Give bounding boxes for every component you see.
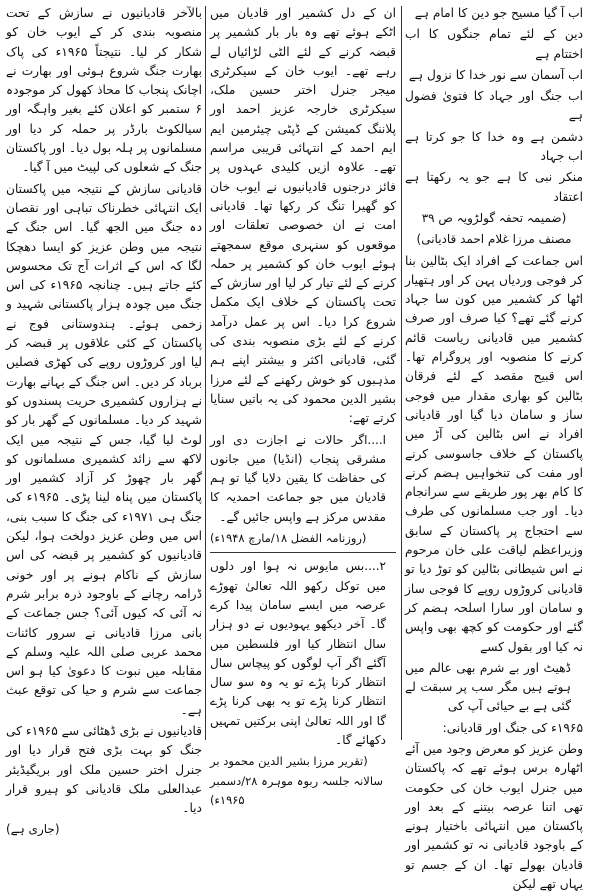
divider-rule xyxy=(210,552,396,553)
poem-line: اب آ گیا مسیح جو دین کا امام ہے xyxy=(414,6,583,20)
paragraph: ان کے دل کشمیر اور قادیان میں اٹکے ہوئے تھے وہ بار بار کشمیر پر قبضہ کرنے کے لئے الٹی لڑائیاں لے رہے تھے۔ ایوب خان کے سیکرٹری میجر جنرل اختر حسین ملک، سیکرٹری خارجہ عزیز احمد اور پلاننگ کمیشن کے ڈپٹی چیئرمین ایم ایم احمد کے انتہائی قریبی مراسم تھے۔ علاوہ ازیں کلیدی عہدوں پر فائز درجنوں قادیانیوں نے ایوب خان کو گھیرا تنگ کر رکھا تھا۔ قادیانی امت نے ان خصوصی تعلقات اور موقعوں کو سنہری موقع سمجھتے ہوئے ایوب خان کو کشمیر پر حملہ کرنے کے لئے تیار کر لیا اور سازش کے تحت پاکستان کے خلاف ایک مکمل شروع کرا دیا۔ اس پر عمل درآمد کرنے کے لئے بڑی منصوبہ بندی کی گئی، قادیانی اکثر و بیشتر اپنے ہم مذہبوں کو خوش رکھنے کے لئے مرزا بشیر الدین محمود کی یہ باتیں سنایا کرتے تھے: xyxy=(210,6,396,426)
poem-line: اب آسمان سے نور خدا کا نزول ہے xyxy=(408,67,583,82)
poem-block xyxy=(405,4,583,207)
middle-column xyxy=(210,4,396,807)
quote: ا....اگر حالات نے اجازت دی اور مشرقی پنجاب (انڈیا) میں جانوں کی حفاظت کا یقین دلایا گیا تو ہم قادیان میں جو جماعت احمدیہ کا مقدس مرکز ہے واپس جائیں گے۔ xyxy=(210,432,386,524)
poem-line: منکر نبی کا ہے جو یہ رکھتا ہے اعتقاد xyxy=(405,170,583,204)
verse: ڈھیٹ اور بے شرم بھی عالم میں ہوتے ہیں مگر سب پر سبقت لے گئی ہے بے حیائی آپ کی xyxy=(405,660,571,714)
poem-line: دین کے لئے تمام جنگوں کا اب اختتام ہے xyxy=(405,27,583,61)
poem-line: دشمن ہے وہ خدا کا جو کرتا ہے اب جہاد xyxy=(405,129,583,164)
quote-reference: (تقریر مرزا بشیر الدین محمود بر سالانہ جلسہ ربوہ موہرہ ۲۸/دسمبر ۱۹۶۵ء) xyxy=(210,754,383,807)
poem-source: (ضمیمہ تحفہ گولڑویہ ص ۳۹ xyxy=(421,210,567,225)
section-heading: ۱۹۶۵ء کی جنگ اور قادیانی: xyxy=(442,720,583,735)
paragraph: بالآخر قادیانیوں نے سازش کے تحت منصوبہ بندی کر کے ایوب خان کو شکار کر لیا۔ نتیجتاً ۱۹۶۵ء کی پاک بھارت جنگ شروع ہوئی اور بھارت نے اچانک پنجاب کا محاذ کھول کر موجودہ ۶ ستمبر کو اعلان کئے بغیر واہگہ اور سیالکوٹ بارڈر پر حملہ کر دیا اور مسلمانوں پر ہلہ بول دیا۔ اور پاکستان جنگ کے شعلوں کی لپیٹ میں آ گیا۔ xyxy=(5,6,202,175)
quote-reference: (روزنامہ الفضل ۱۸/مارچ ۱۹۴۸ء) xyxy=(210,531,367,546)
right-column xyxy=(405,4,583,892)
paragraph: قادیانیوں نے بڑی ڈھٹائی سے ۱۹۶۵ء کی جنگ کو بہت بڑی فتح قرار دیا اور جنرل اختر حسین ملک اور بریگیڈیئر عبدالعلی ملک قادیانی کو ہیرو قرار دیا۔ xyxy=(6,723,202,816)
paragraph: اس جماعت کے افراد ایک بٹالین بنا کر فوجی وردیاں پہن کر اور ہتھیار اٹھا کر کشمیر میں کون سا جہاد کرنے گئے تھے؟ کیا صرف اور صرف کشمیر میں قادیانی ریاست قائم کرنے کا منصوبہ اور پروگرام تھا۔ اس قبیح مقصد کے لئے فرقان بٹالین کو بھاری مقدار میں فوجی ساز و سامان دیا گیا اور قادیانی افراد نے اس بٹالین کی آڑ میں پاکستان کے خلاف جاسوسی کرنے اور مفت کی تنخواہیں ہضم کرنے کا کام بھر پور طریقے سے سرانجام دیا۔ اور جب مسلمانوں کی طرف سے احتجاج پر پاکستان کے سابق وزیراعظم لیاقت علی خان مرحوم نے اس شیطانی بٹالین کو توڑ دیا تو قادیانی کروڑوں روپے کا فوجی ساز و سامان اور سارا اسلحہ ہضم کر گئے اور حکومت کو کچھ بھی واپس نہ کیا اور بقول کسے xyxy=(405,253,583,654)
continued-label: (جاری ہے) xyxy=(6,822,60,837)
quote: ۲....بس مایوس نہ ہوا اور دلوں میں توکل رکھو اللہ تعالیٰ تھوڑے عرصہ میں ایسے سامان پیدا کرے گا۔ آخر دیکھو یہودیوں نے دو ہزار سال انتظار کیا اور فلسطین میں آگئے اگر آپ لوگوں کو پیچاس سال انتظار کرنا پڑے تو یہ وہ سو سال انتظار کرنا پڑے تو یہ بھی کرنا پڑے گا اور اللہ تعالیٰ اپنی برکتیں تمہیں دکھائے گا۔ xyxy=(210,559,386,747)
poem-author: مصنف مرزا غلام احمد قادیانی) xyxy=(416,232,572,247)
left-column xyxy=(5,4,203,837)
paragraph: قادیانی سازش کے نتیجہ میں پاکستان ایک انتہائی خطرناک تباہی اور نقصان دہ جنگ میں الجھ گیا۔ اس جنگ کے نتیجہ میں وطن عزیز کو ایسا دھچکا لگا کہ اس کے اثرات آج تک محسوس کئے جاتے ہیں۔ چنانچہ ۱۹۶۵ء کی اس جنگ میں چودہ ہزار پاکستانی شہید و زخمی ہوئے۔ ہندوستانی فوج نے پاکستان کے کئی علاقوں پر قبضہ کر لیا اور کروڑوں روپے کی کھڑی فصلیں برباد کر دیں۔ اس جنگ کے بہانے بھارت نے ہزاروں کشمیری حریت پسندوں کو شہید کر دیا۔ مسلمانوں کے گھر بار کو لوٹ لیا گیا، جس کے نتیجہ میں ایک لاکھ سے زائد کشمیری مسلمانوں کو گھر بار چھوڑ کر آزاد کشمیر اور پاکستان میں پناہ لینا پڑی۔ ۱۹۶۵ء کی جنگ ہی ۱۹۷۱ء کی جنگ کا سبب بنی، اس میں وطن عزیز دولخت ہوا، لیکن قادیانیوں کو کشمیر پر قبضہ کی اس سازش کے ناکام ہونے پر اور خونی ڈرامہ رچانے کے باوجود ذرہ برابر شرم نہ آئی کہ کیوں آئی؟ جس جماعت کے بانی مرزا قادیانی نے سرور کائنات محمد عربی صلی اللہ علیہ وسلم کے مقابلہ میں نبوت کا دعویٰ کیا ہو اس جماعت سے شرم و حیا کی توقع عبث ہے۔ xyxy=(6,181,203,717)
paragraph: وطن عزیز کو معرض وجود میں آئے اٹھارہ برس ہوئے تھے کہ پاکستان میں جنرل ایوب خان کی حکومت تھی اتنا عرصہ بیتنے کے بعد اور پاکستان میں انتہائی باختیار ہونے کے باوجود قادیانی نہ تو کشمیر اور قادیان بھولے تھا۔ ان کے جسم تو یہاں تھے لیکن xyxy=(405,741,583,892)
column-divider xyxy=(401,6,402,740)
poem-line: اب جنگ اور جہاد کا فتویٰ فضول ہے xyxy=(405,89,583,123)
column-divider xyxy=(205,6,206,740)
